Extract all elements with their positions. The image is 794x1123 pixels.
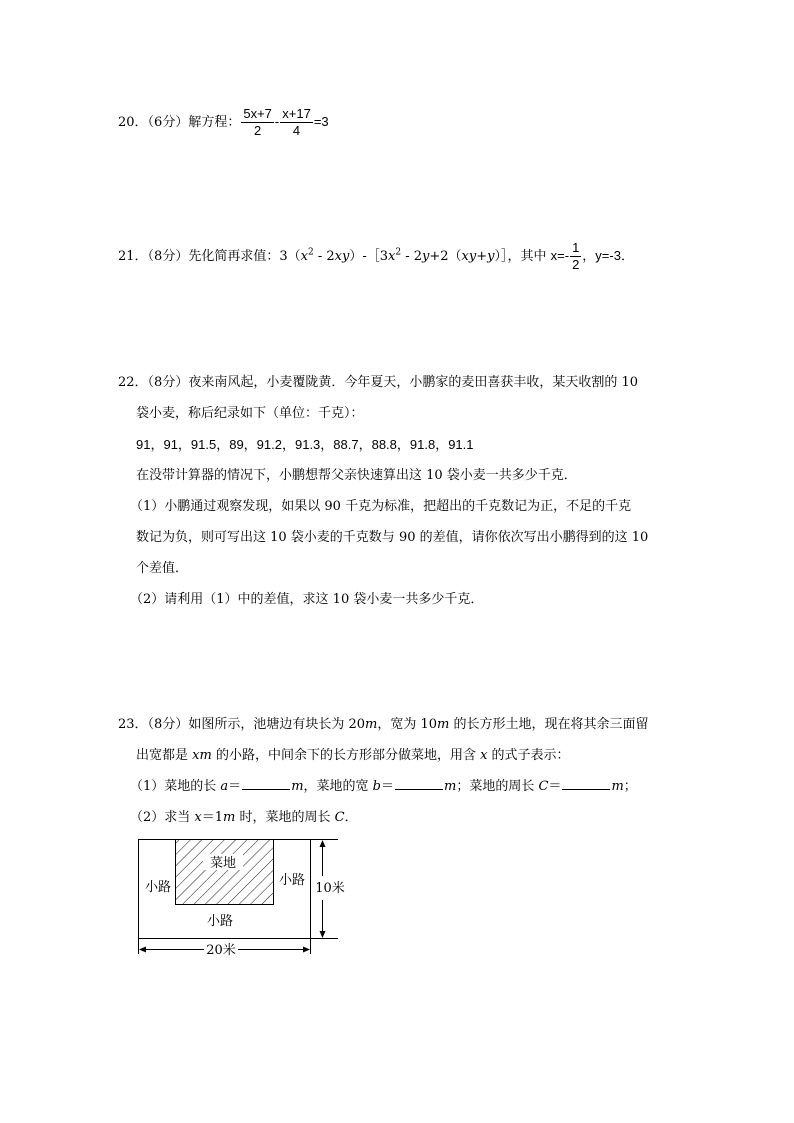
text-part: ． xyxy=(344,810,358,825)
exponent: 2 xyxy=(395,247,402,258)
var-x: x xyxy=(300,249,308,264)
text-part: （1）菜地的长 xyxy=(130,779,221,794)
expr-part: ）-［3 xyxy=(349,249,388,264)
fraction xyxy=(570,240,581,273)
text-part: 出宽都是 xyxy=(136,748,193,763)
var-y: y xyxy=(422,249,430,264)
condition-x: x=- xyxy=(550,248,570,263)
question-number: 23． xyxy=(118,717,148,732)
question-number: 21． xyxy=(118,249,148,264)
arrow-head-left xyxy=(139,947,146,953)
expr-part: +2（ xyxy=(429,249,462,264)
question-23-part-2 xyxy=(130,808,358,828)
fraction-denominator: 2 xyxy=(572,257,580,272)
var-xm: xm xyxy=(192,748,212,763)
answer-blank-c[interactable] xyxy=(562,777,610,790)
unit-m: m xyxy=(611,779,624,794)
equals: ＝ xyxy=(548,779,562,794)
answer-blank-b[interactable] xyxy=(395,777,443,790)
expr-part: ）］，其中 xyxy=(494,249,547,264)
question-22-line-2: 袋小麦，称后纪录如下（单位：千克）： xyxy=(136,406,364,421)
text-part: 的长方形土地，现在将其余三面留 xyxy=(449,717,649,732)
path-left-label: 小路 xyxy=(144,880,172,895)
question-21 xyxy=(118,240,634,273)
fraction-denominator: 4 xyxy=(292,123,301,138)
text-part: 如图所示，池塘边有块长为 20 xyxy=(188,717,366,732)
length-label: 20米 xyxy=(206,943,236,958)
equals: ＝ xyxy=(380,779,394,794)
text-part: ； xyxy=(623,779,637,794)
unit-m: m xyxy=(437,717,450,732)
expr-part: - 2 xyxy=(313,249,335,264)
garden-label: 菜地 xyxy=(209,856,237,871)
arrow-head-up xyxy=(320,840,326,847)
question-text: 夜来南风起，小麦覆陇黄．今年夏天，小鹏家的麦田喜获丰收，某天收割的 10 xyxy=(188,375,639,390)
question-22-part-1-c: 个差值． xyxy=(136,561,189,576)
unit-m: m xyxy=(223,810,236,825)
garden-rect xyxy=(176,840,274,905)
question-22-data: 91，91，91.5，89，91.2，91.3，88.7，88.8，91.8，91.1 xyxy=(136,437,474,452)
arrow-head-down xyxy=(320,931,326,938)
question-22-part-1-b: 数记为负，则可写出这 10 袋小麦的千克数与 90 的差值，请你依次写出小鹏得到的这 10 xyxy=(136,530,649,545)
path-right-label: 小路 xyxy=(278,873,306,888)
equation-rhs: =3 xyxy=(313,114,329,129)
unit-m: m xyxy=(365,717,378,732)
fraction xyxy=(241,106,274,139)
question-22-part-2: （2）请利用（1）中的差值，求这 10 袋小麦一共多少千克． xyxy=(130,592,484,607)
question-number: 22． xyxy=(118,375,148,390)
fraction xyxy=(280,106,313,139)
text-part: （2）求当 xyxy=(130,810,195,825)
var-y: y xyxy=(487,249,495,264)
question-23-line-2 xyxy=(136,746,570,766)
var-xy: xy xyxy=(334,249,350,264)
garden-figure xyxy=(128,834,348,962)
expr-part: + xyxy=(476,249,488,264)
question-23-line-1 xyxy=(118,715,649,735)
question-23-part-1 xyxy=(130,777,637,797)
answer-blank-a[interactable] xyxy=(242,777,290,790)
fraction-numerator: x+17 xyxy=(282,106,311,121)
unit-m: m xyxy=(444,779,457,794)
var-b: b xyxy=(372,779,381,794)
question-score: （8分） xyxy=(147,249,189,264)
fraction-numerator: 5x+7 xyxy=(243,106,272,121)
question-prompt: 先化简再求值：3（ xyxy=(188,249,301,264)
var-x: x xyxy=(387,249,396,264)
question-score: （8分） xyxy=(147,375,189,390)
fraction-denominator: 2 xyxy=(254,123,262,138)
height-label: 10米 xyxy=(315,881,345,896)
question-number: 20． xyxy=(118,115,148,130)
question-22-part-1-a: （1）小鹏通过观察发现，如果以 90 千克为标准，把超出的千克数记为正，不足的千克 xyxy=(130,499,632,514)
text-part: 的小路，中间余下的长方形部分做菜地，用含 xyxy=(211,748,481,763)
text-part: 时，菜地的周长 xyxy=(235,810,335,825)
question-prompt: 解方程： xyxy=(188,115,241,130)
text-part: ；菜地的周长 xyxy=(456,779,539,794)
text-part: 的式子表示： xyxy=(487,748,570,763)
unit-m: m xyxy=(291,779,304,794)
text-part: ，宽为 10 xyxy=(377,717,438,732)
var-c: C xyxy=(538,779,549,794)
arrow-head-right xyxy=(303,947,310,953)
text-part: ＝1 xyxy=(201,810,224,825)
minus-sign: - xyxy=(274,114,280,129)
exponent: 2 xyxy=(307,247,314,258)
var-c: C xyxy=(334,810,345,825)
condition-y: ，y=-3． xyxy=(582,248,634,263)
text-part: ，菜地的宽 xyxy=(303,779,373,794)
var-a: a xyxy=(220,779,229,794)
question-score: （8分） xyxy=(147,717,189,732)
expr-part: - 2 xyxy=(401,249,422,264)
var-xy: xy xyxy=(461,249,477,264)
question-20 xyxy=(118,106,329,139)
question-score: （6分） xyxy=(147,115,189,130)
equals: ＝ xyxy=(228,779,242,794)
var-x: x xyxy=(480,748,488,763)
var-x: x xyxy=(194,810,202,825)
question-22-line-1 xyxy=(118,373,638,393)
path-bottom-label: 小路 xyxy=(206,914,234,929)
fraction-numerator: 1 xyxy=(572,240,580,255)
question-22-line-3: 在没带计算器的情况下，小鹏想帮父亲快速算出这 10 袋小麦一共多少千克． xyxy=(136,468,577,483)
